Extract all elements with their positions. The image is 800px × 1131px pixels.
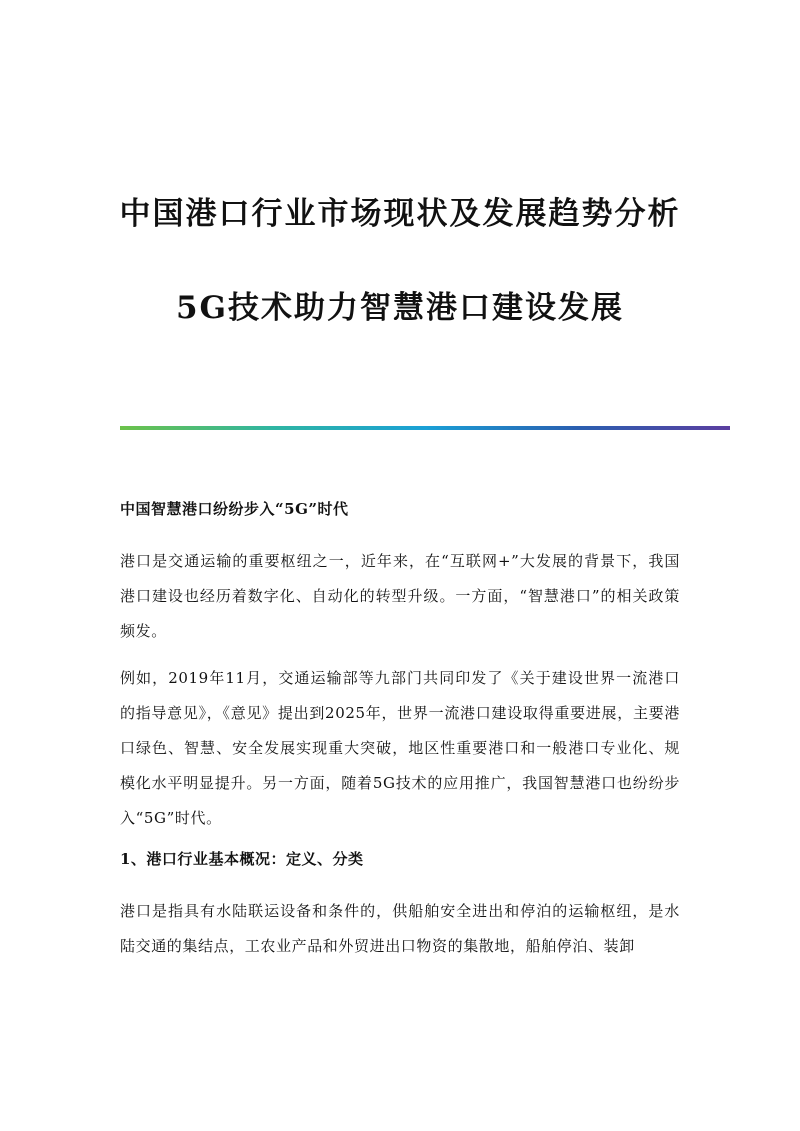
gradient-divider xyxy=(120,426,730,430)
section-heading-overview: 1、港口行业基本概况：定义、分类 xyxy=(120,850,364,868)
section-heading-smart-port: 中国智慧港口纷纷步入“5G”时代 xyxy=(120,500,349,518)
paragraph-definition: 港口是指具有水陆联运设备和条件的，供船舶安全进出和停泊的运输枢纽，是水陆交通的集结点，工农业产品和外贸进出口物资的集散地，船舶停泊、装卸 xyxy=(120,902,680,955)
document-subtitle: 5G技术助力智慧港口建设发展 xyxy=(175,290,625,326)
document-body xyxy=(120,498,680,976)
document-title: 中国港口行业市场现状及发展趋势分析 xyxy=(119,196,681,232)
paragraph-policy: 例如，2019年11月，交通运输部等九部门共同印发了《关于建设世界一流港口的指导意见》，《意见》提出到2025年，世界一流港口建设取得重要进展，主要港口绿色、智慧、安全发展实现重大突破，地区性重要港口和一般港口专业化、规模化水平明显提升。另一方面，随着5G技术的应用推广，我国智慧港口也纷纷步入“5G”时代。 xyxy=(120,669,680,827)
paragraph-intro: 港口是交通运输的重要枢纽之一，近年来，在“互联网+”大发展的背景下，我国港口建设也经历着数字化、自动化的转型升级。一方面，“智慧港口”的相关政策频发。 xyxy=(120,552,680,640)
